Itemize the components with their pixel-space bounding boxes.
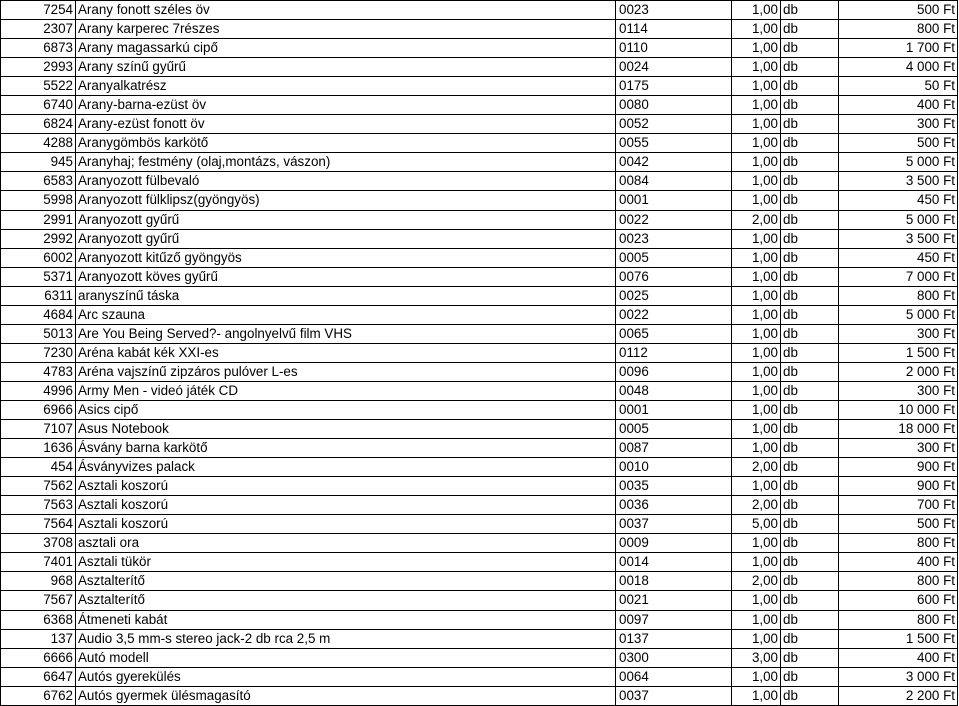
item-name-cell: Aranyozott köves gyűrű (76, 267, 616, 286)
item-name-cell: Arany-ezüst fonott öv (76, 115, 616, 134)
item-unit-cell: db (781, 267, 839, 286)
item-id-cell: 454 (1, 458, 76, 477)
item-unit-cell: db (781, 439, 839, 458)
item-quantity-cell: 1,00 (732, 229, 781, 248)
item-name-cell: Aréna kabát kék XXI-es (76, 343, 616, 362)
item-code-cell: 0023 (616, 1, 732, 20)
table-row (1, 458, 958, 477)
table-row (1, 1, 958, 20)
item-price-cell: 800 Ft (839, 286, 958, 305)
item-code-cell: 0024 (616, 58, 732, 77)
item-id-cell: 4684 (1, 305, 76, 324)
item-code-cell: 0084 (616, 172, 732, 191)
item-id-cell: 2993 (1, 58, 76, 77)
table-row (1, 572, 958, 591)
item-name-cell: Aranyozott gyűrű (76, 210, 616, 229)
item-quantity-cell: 1,00 (732, 58, 781, 77)
table-row (1, 115, 958, 134)
item-price-cell: 500 Ft (839, 1, 958, 20)
table-row (1, 534, 958, 553)
item-price-cell: 800 Ft (839, 534, 958, 553)
item-code-cell: 0137 (616, 629, 732, 648)
table-row (1, 629, 958, 648)
table-row (1, 610, 958, 629)
item-name-cell: Aranyozott fülklipsz(gyöngyös) (76, 191, 616, 210)
item-price-cell: 900 Ft (839, 477, 958, 496)
item-unit-cell: db (781, 324, 839, 343)
item-name-cell: Aranygömbös karkötő (76, 134, 616, 153)
item-name-cell: Aranyhaj; festmény (olaj,montázs, vászon) (76, 153, 616, 172)
item-unit-cell: db (781, 191, 839, 210)
table-row (1, 305, 958, 324)
item-name-cell: Arany színű gyűrű (76, 58, 616, 77)
item-name-cell: Aranyozott kitűző gyöngyös (76, 248, 616, 267)
item-unit-cell: db (781, 229, 839, 248)
item-quantity-cell: 3,00 (732, 648, 781, 667)
item-code-cell: 0035 (616, 477, 732, 496)
item-unit-cell: db (781, 20, 839, 39)
table-row (1, 267, 958, 286)
item-unit-cell: db (781, 210, 839, 229)
table-row (1, 210, 958, 229)
item-code-cell: 0005 (616, 248, 732, 267)
item-name-cell: Aranyozott fülbevaló (76, 172, 616, 191)
table-row (1, 420, 958, 439)
item-unit-cell: db (781, 153, 839, 172)
item-id-cell: 7563 (1, 496, 76, 515)
item-quantity-cell: 1,00 (732, 553, 781, 572)
item-id-cell: 2992 (1, 229, 76, 248)
item-quantity-cell: 2,00 (732, 496, 781, 515)
item-id-cell: 6666 (1, 648, 76, 667)
item-unit-cell: db (781, 134, 839, 153)
item-name-cell: asztali ora (76, 534, 616, 553)
item-code-cell: 0010 (616, 458, 732, 477)
item-quantity-cell: 1,00 (732, 172, 781, 191)
item-quantity-cell: 1,00 (732, 324, 781, 343)
table-row (1, 77, 958, 96)
item-unit-cell: db (781, 305, 839, 324)
item-name-cell: Ásvány barna karkötő (76, 439, 616, 458)
table-row (1, 324, 958, 343)
item-unit-cell: db (781, 115, 839, 134)
table-row (1, 362, 958, 381)
item-quantity-cell: 2,00 (732, 458, 781, 477)
table-row (1, 343, 958, 362)
item-name-cell: Asztali koszorú (76, 477, 616, 496)
item-quantity-cell: 1,00 (732, 1, 781, 20)
item-name-cell: Army Men - videó játék CD (76, 381, 616, 400)
item-name-cell: Audio 3,5 mm-s stereo jack-2 db rca 2,5 m (76, 629, 616, 648)
table-row (1, 191, 958, 210)
item-id-cell: 4996 (1, 381, 76, 400)
item-quantity-cell: 1,00 (732, 191, 781, 210)
item-price-cell: 4 000 Ft (839, 58, 958, 77)
item-name-cell: Autós gyerekülés (76, 667, 616, 686)
item-quantity-cell: 1,00 (732, 420, 781, 439)
item-name-cell: Arany magassarkú cipő (76, 39, 616, 58)
item-code-cell: 0064 (616, 667, 732, 686)
table-row (1, 58, 958, 77)
table-row (1, 591, 958, 610)
item-quantity-cell: 5,00 (732, 515, 781, 534)
item-price-cell: 800 Ft (839, 610, 958, 629)
table-row (1, 96, 958, 115)
item-id-cell: 6762 (1, 686, 76, 705)
item-code-cell: 0005 (616, 420, 732, 439)
item-quantity-cell: 1,00 (732, 591, 781, 610)
item-name-cell: Asztali koszorú (76, 496, 616, 515)
item-price-cell: 18 000 Ft (839, 420, 958, 439)
item-id-cell: 7230 (1, 343, 76, 362)
item-name-cell: Autó modell (76, 648, 616, 667)
item-id-cell: 6368 (1, 610, 76, 629)
item-name-cell: Ásványvizes palack (76, 458, 616, 477)
item-quantity-cell: 1,00 (732, 610, 781, 629)
item-unit-cell: db (781, 77, 839, 96)
item-name-cell: Arany fonott széles öv (76, 1, 616, 20)
item-id-cell: 7401 (1, 553, 76, 572)
item-price-cell: 300 Ft (839, 381, 958, 400)
item-quantity-cell: 2,00 (732, 210, 781, 229)
item-unit-cell: db (781, 572, 839, 591)
item-id-cell: 7564 (1, 515, 76, 534)
table-row (1, 39, 958, 58)
item-code-cell: 0037 (616, 686, 732, 705)
item-id-cell: 5371 (1, 267, 76, 286)
item-id-cell: 5998 (1, 191, 76, 210)
item-code-cell: 0021 (616, 591, 732, 610)
item-unit-cell: db (781, 172, 839, 191)
item-id-cell: 945 (1, 153, 76, 172)
item-unit-cell: db (781, 96, 839, 115)
item-id-cell: 3708 (1, 534, 76, 553)
item-code-cell: 0022 (616, 305, 732, 324)
item-id-cell: 2991 (1, 210, 76, 229)
item-id-cell: 6824 (1, 115, 76, 134)
item-price-cell: 5 000 Ft (839, 153, 958, 172)
item-name-cell: Autós gyermek ülésmagasító (76, 686, 616, 705)
item-id-cell: 7567 (1, 591, 76, 610)
item-unit-cell: db (781, 420, 839, 439)
item-unit-cell: db (781, 362, 839, 381)
item-id-cell: 6740 (1, 96, 76, 115)
item-code-cell: 0112 (616, 343, 732, 362)
item-name-cell: Arany-barna-ezüst öv (76, 96, 616, 115)
table-row (1, 229, 958, 248)
item-name-cell: Átmeneti kabát (76, 610, 616, 629)
item-price-cell: 900 Ft (839, 458, 958, 477)
item-price-cell: 3 500 Ft (839, 229, 958, 248)
item-name-cell: Arc szauna (76, 305, 616, 324)
item-price-cell: 450 Ft (839, 191, 958, 210)
table-row (1, 153, 958, 172)
item-unit-cell: db (781, 248, 839, 267)
item-unit-cell: db (781, 629, 839, 648)
item-price-cell: 1 500 Ft (839, 629, 958, 648)
table-row (1, 381, 958, 400)
item-id-cell: 5522 (1, 77, 76, 96)
item-unit-cell: db (781, 458, 839, 477)
item-price-cell: 1 700 Ft (839, 39, 958, 58)
table-row (1, 686, 958, 705)
table-row (1, 286, 958, 305)
item-price-cell: 800 Ft (839, 572, 958, 591)
item-quantity-cell: 1,00 (732, 77, 781, 96)
item-quantity-cell: 1,00 (732, 439, 781, 458)
item-price-cell: 600 Ft (839, 591, 958, 610)
item-name-cell: Asics cipő (76, 400, 616, 419)
item-unit-cell: db (781, 515, 839, 534)
item-id-cell: 2307 (1, 20, 76, 39)
item-quantity-cell: 1,00 (732, 667, 781, 686)
item-id-cell: 6647 (1, 667, 76, 686)
item-quantity-cell: 1,00 (732, 686, 781, 705)
item-code-cell: 0014 (616, 553, 732, 572)
item-unit-cell: db (781, 381, 839, 400)
item-code-cell: 0087 (616, 439, 732, 458)
item-quantity-cell: 1,00 (732, 629, 781, 648)
item-unit-cell: db (781, 477, 839, 496)
item-price-cell: 400 Ft (839, 553, 958, 572)
item-id-cell: 6583 (1, 172, 76, 191)
item-code-cell: 0009 (616, 534, 732, 553)
item-price-cell: 10 000 Ft (839, 400, 958, 419)
item-quantity-cell: 1,00 (732, 286, 781, 305)
item-code-cell: 0300 (616, 648, 732, 667)
item-price-cell: 700 Ft (839, 496, 958, 515)
item-price-cell: 2 200 Ft (839, 686, 958, 705)
item-name-cell: Are You Being Served?- angolnyelvű film VHS (76, 324, 616, 343)
item-id-cell: 7107 (1, 420, 76, 439)
item-id-cell: 5013 (1, 324, 76, 343)
item-name-cell: Asztali koszorú (76, 515, 616, 534)
item-name-cell: Aréna vajszínű zipzáros pulóver L-es (76, 362, 616, 381)
item-name-cell: Asus Notebook (76, 420, 616, 439)
item-id-cell: 1636 (1, 439, 76, 458)
item-code-cell: 0023 (616, 229, 732, 248)
item-code-cell: 0076 (616, 267, 732, 286)
item-price-cell: 3 500 Ft (839, 172, 958, 191)
item-price-cell: 5 000 Ft (839, 305, 958, 324)
table-row (1, 400, 958, 419)
item-quantity-cell: 1,00 (732, 20, 781, 39)
item-code-cell: 0096 (616, 362, 732, 381)
item-quantity-cell: 1,00 (732, 134, 781, 153)
item-id-cell: 6873 (1, 39, 76, 58)
item-code-cell: 0036 (616, 496, 732, 515)
table-row (1, 20, 958, 39)
item-code-cell: 0001 (616, 400, 732, 419)
table-row (1, 248, 958, 267)
item-code-cell: 0080 (616, 96, 732, 115)
item-quantity-cell: 1,00 (732, 39, 781, 58)
table-row (1, 172, 958, 191)
item-code-cell: 0022 (616, 210, 732, 229)
inventory-table-body (1, 1, 958, 706)
item-unit-cell: db (781, 610, 839, 629)
table-row (1, 515, 958, 534)
item-quantity-cell: 1,00 (732, 248, 781, 267)
item-unit-cell: db (781, 496, 839, 515)
item-code-cell: 0055 (616, 134, 732, 153)
item-unit-cell: db (781, 686, 839, 705)
item-unit-cell: db (781, 667, 839, 686)
item-quantity-cell: 1,00 (732, 534, 781, 553)
item-price-cell: 7 000 Ft (839, 267, 958, 286)
item-quantity-cell: 1,00 (732, 362, 781, 381)
item-quantity-cell: 1,00 (732, 343, 781, 362)
item-code-cell: 0114 (616, 20, 732, 39)
item-quantity-cell: 1,00 (732, 400, 781, 419)
item-price-cell: 3 000 Ft (839, 667, 958, 686)
item-quantity-cell: 1,00 (732, 305, 781, 324)
item-price-cell: 50 Ft (839, 77, 958, 96)
table-row (1, 439, 958, 458)
item-name-cell: Asztalterítő (76, 572, 616, 591)
item-unit-cell: db (781, 400, 839, 419)
item-price-cell: 500 Ft (839, 515, 958, 534)
item-quantity-cell: 1,00 (732, 477, 781, 496)
item-name-cell: Aranyozott gyűrű (76, 229, 616, 248)
item-unit-cell: db (781, 39, 839, 58)
item-id-cell: 7254 (1, 1, 76, 20)
item-unit-cell: db (781, 534, 839, 553)
item-price-cell: 800 Ft (839, 20, 958, 39)
item-quantity-cell: 1,00 (732, 267, 781, 286)
item-unit-cell: db (781, 591, 839, 610)
item-code-cell: 0037 (616, 515, 732, 534)
item-id-cell: 6966 (1, 400, 76, 419)
item-id-cell: 6311 (1, 286, 76, 305)
item-unit-cell: db (781, 286, 839, 305)
item-id-cell: 968 (1, 572, 76, 591)
table-row (1, 553, 958, 572)
item-price-cell: 300 Ft (839, 439, 958, 458)
item-price-cell: 300 Ft (839, 115, 958, 134)
item-code-cell: 0110 (616, 39, 732, 58)
item-name-cell: Aranyalkatrész (76, 77, 616, 96)
item-price-cell: 400 Ft (839, 96, 958, 115)
item-quantity-cell: 1,00 (732, 153, 781, 172)
item-name-cell: Arany karperec 7részes (76, 20, 616, 39)
item-name-cell: aranyszínű táska (76, 286, 616, 305)
item-id-cell: 4783 (1, 362, 76, 381)
item-unit-cell: db (781, 648, 839, 667)
item-id-cell: 6002 (1, 248, 76, 267)
item-unit-cell: db (781, 553, 839, 572)
table-row (1, 134, 958, 153)
table-row (1, 648, 958, 667)
item-quantity-cell: 1,00 (732, 381, 781, 400)
item-name-cell: Asztalterítő (76, 591, 616, 610)
item-quantity-cell: 1,00 (732, 115, 781, 134)
item-price-cell: 5 000 Ft (839, 210, 958, 229)
item-price-cell: 500 Ft (839, 134, 958, 153)
item-code-cell: 0025 (616, 286, 732, 305)
item-id-cell: 7562 (1, 477, 76, 496)
item-code-cell: 0175 (616, 77, 732, 96)
table-row (1, 496, 958, 515)
item-unit-cell: db (781, 58, 839, 77)
item-price-cell: 300 Ft (839, 324, 958, 343)
item-unit-cell: db (781, 343, 839, 362)
item-code-cell: 0048 (616, 381, 732, 400)
item-quantity-cell: 1,00 (732, 96, 781, 115)
item-code-cell: 0065 (616, 324, 732, 343)
item-code-cell: 0001 (616, 191, 732, 210)
item-name-cell: Asztali tükör (76, 553, 616, 572)
item-quantity-cell: 2,00 (732, 572, 781, 591)
item-code-cell: 0052 (616, 115, 732, 134)
item-id-cell: 4288 (1, 134, 76, 153)
item-code-cell: 0018 (616, 572, 732, 591)
item-unit-cell: db (781, 1, 839, 20)
item-id-cell: 137 (1, 629, 76, 648)
table-row (1, 477, 958, 496)
table-row (1, 667, 958, 686)
item-code-cell: 0097 (616, 610, 732, 629)
item-price-cell: 1 500 Ft (839, 343, 958, 362)
item-price-cell: 450 Ft (839, 248, 958, 267)
item-price-cell: 400 Ft (839, 648, 958, 667)
item-code-cell: 0042 (616, 153, 732, 172)
item-price-cell: 2 000 Ft (839, 362, 958, 381)
